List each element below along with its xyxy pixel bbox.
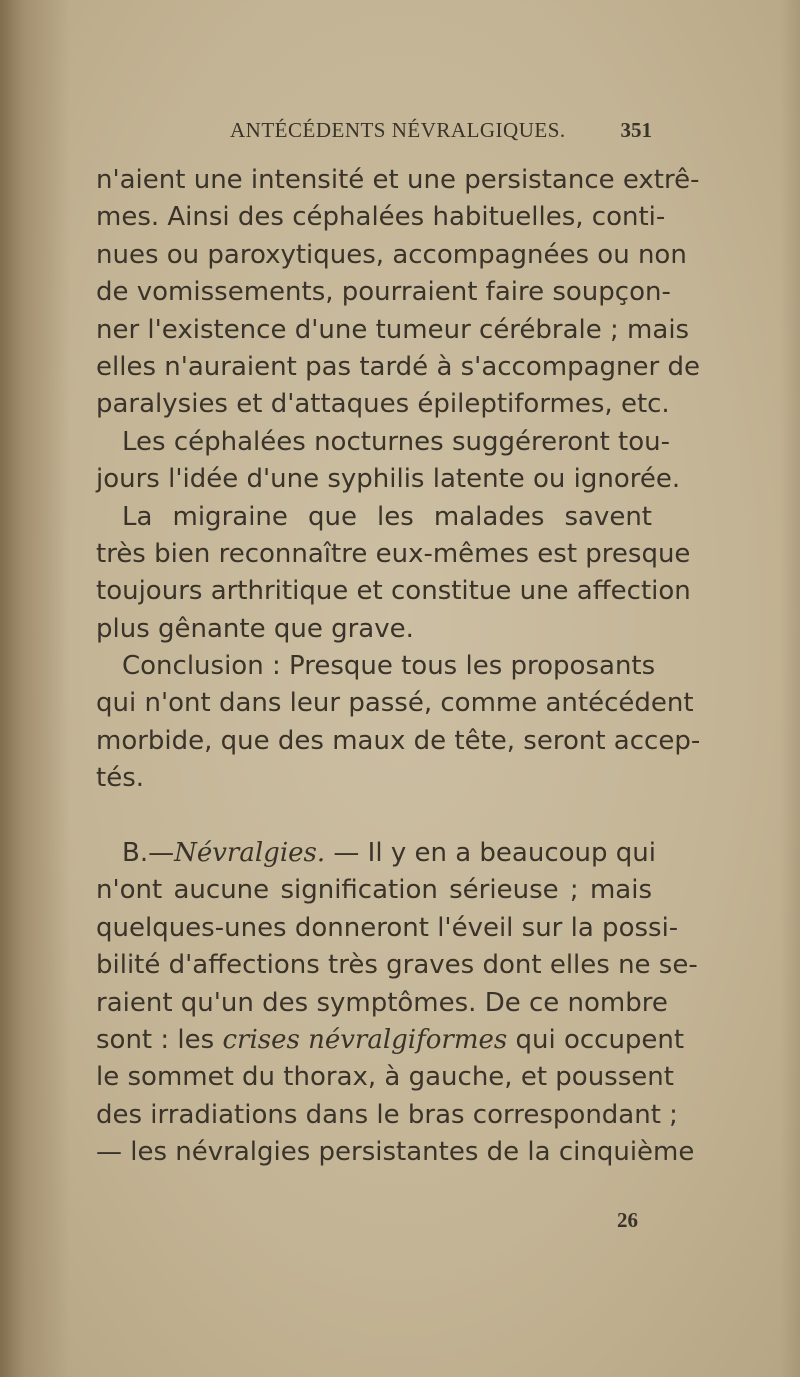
text-line: qui n'ont dans leur passé, comme antécédent xyxy=(96,688,694,719)
signature-mark: 26 xyxy=(617,1208,638,1232)
text-line: La migraine que les malades savent xyxy=(122,501,652,532)
text-line: quelques-unes donneront l'éveil sur la possi- xyxy=(96,912,679,943)
text-line: très bien reconnaître eux-mêmes est presque xyxy=(96,538,691,569)
text-line: mes. Ainsi des céphalées habituelles, conti- xyxy=(96,202,666,233)
page-number: 351 xyxy=(620,118,652,142)
text-line: tés. xyxy=(96,763,145,794)
body-text xyxy=(96,162,701,1172)
section-heading-line xyxy=(96,835,656,872)
text-line: — les névralgies persistantes de la cinquième xyxy=(96,1137,695,1168)
text-line: Conclusion : Presque tous les proposants xyxy=(122,651,656,682)
crises-before: sont : les xyxy=(96,1024,223,1055)
text-line: n'aient une intensité et une persistance extrê- xyxy=(96,165,700,195)
text-line: ner l'existence d'une tumeur cérébrale ; mais xyxy=(96,314,690,345)
text-line: elles n'auraient pas tardé à s'accompagner de xyxy=(96,351,700,382)
text-line: paralysies et d'attaques épileptiformes, etc. xyxy=(96,389,670,420)
crises-line xyxy=(96,1022,685,1059)
section-title: Névralgies. xyxy=(174,838,326,869)
text-line: plus gênante que grave. xyxy=(96,613,414,644)
section-spacer xyxy=(96,798,652,835)
text-line: Les céphalées nocturnes suggéreront tou- xyxy=(122,426,671,457)
running-title: ANTÉCÉDENTS NÉVRALGIQUES. xyxy=(230,118,566,142)
text-line: n'ont aucune signification sérieuse ; mais xyxy=(96,875,652,906)
text-line: toujours arthritique et constitue une affection xyxy=(96,576,691,607)
text-line: le sommet du thorax, à gauche, et poussent xyxy=(96,1062,674,1093)
section-label: B.— xyxy=(122,838,175,869)
text-line: nues ou paroxytiques, accompagnées ou non xyxy=(96,239,687,270)
text-line: jours l'idée d'une syphilis latente ou ignorée. xyxy=(96,464,681,495)
text-line: raient qu'un des symptômes. De ce nombre xyxy=(96,987,668,1018)
section-heading-rest: — Il y en a beaucoup qui xyxy=(325,838,656,869)
page-spine-shadow xyxy=(0,0,70,1377)
crises-after: qui occupent xyxy=(507,1024,685,1055)
text-line: de vomissements, pourraient faire soupçon- xyxy=(96,277,671,308)
text-line: bilité d'affections très graves dont elles ne se- xyxy=(96,950,698,981)
page-right-edge xyxy=(780,0,800,1377)
crises-italic: crises névralgiformes xyxy=(222,1024,508,1055)
text-line: morbide, que des maux de tête, seront accep- xyxy=(96,725,701,756)
text-line: des irradiations dans le bras correspondant ; xyxy=(96,1099,678,1130)
running-head xyxy=(96,118,652,148)
